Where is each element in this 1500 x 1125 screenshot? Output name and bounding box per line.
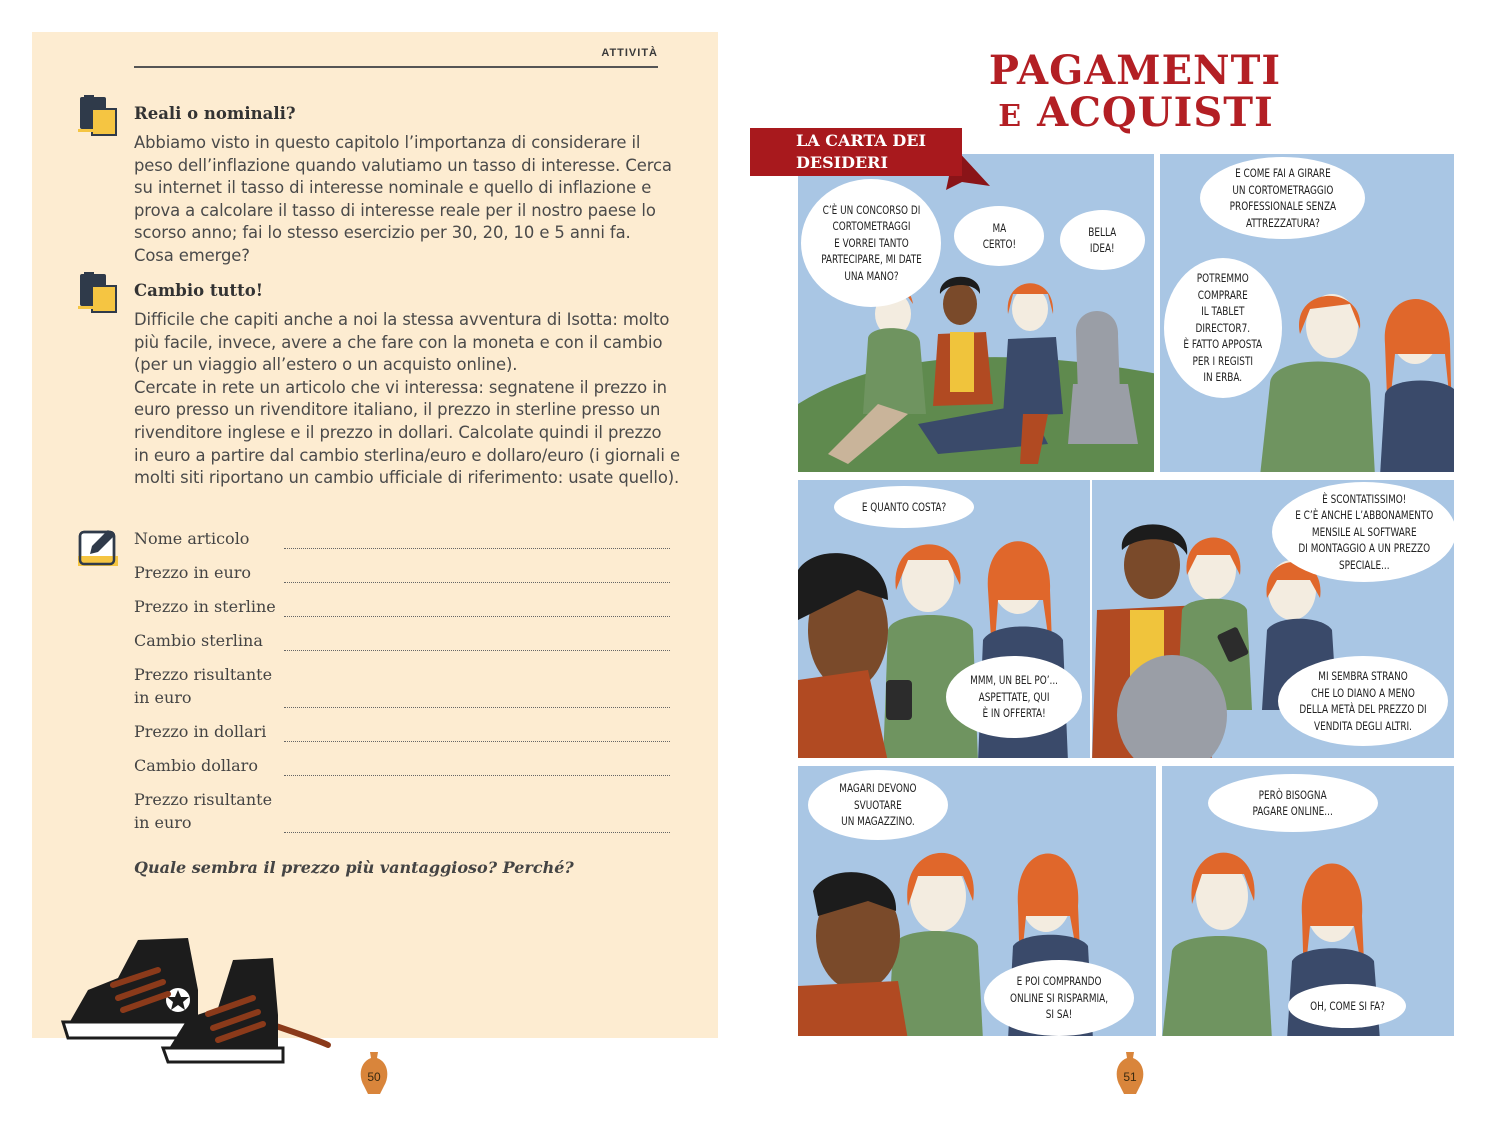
page-number-badge: 50	[356, 1050, 392, 1098]
documents-icon	[78, 95, 118, 137]
speech-bubble: OH, COME SI FA?	[1288, 984, 1406, 1028]
answer-line[interactable]	[284, 741, 670, 742]
speech-bubble: MA CERTO!	[954, 206, 1044, 266]
answer-line[interactable]	[284, 548, 670, 549]
speech-bubble: E POI COMPRANDO ONLINE SI RISPARMIA, SI SA!	[984, 960, 1134, 1036]
speech-bubble: E COME FAI A GIRARE UN CORTOMETRAGGIO PROFESSIONALE SENZA ATTREZZATURA?	[1200, 157, 1365, 239]
speech-bubble: PERÒ BISOGNA PAGARE ONLINE...	[1208, 774, 1378, 832]
right-page	[750, 0, 1500, 1125]
speech-bubble: C’È UN CONCORSO DI CORTOMETRAGGI E VORREI TANTO PARTECIPARE, MI DATE UNA MANO?	[801, 179, 941, 307]
speech-bubble: POTREMMO COMPRARE IL TABLET DIRECTOR7. È FATTO APPOSTA PER I REGISTI IN ERBA.	[1164, 258, 1282, 398]
activity-title-reali-nominali: Reali o nominali?	[134, 104, 296, 123]
answer-line[interactable]	[284, 650, 670, 651]
form-field-prezzo-euro[interactable]: Prezzo in euro	[134, 561, 670, 583]
activity-text-reali-nominali: Abbiamo visto in questo capitolo l’importanza di considerare il peso dell’inflazione quando valutiamo un tasso di interesse. Cerca su internet il tasso di interesse nominale e quello di inflazione e prova a calcolare il tasso di interesse reale per il nostro paese lo scorso anno; fai lo stesso esercizio per 30, 20, 10 e 5 anni fa. Cosa emerge?	[134, 133, 672, 265]
form-field-cambio-sterlina[interactable]: Cambio sterlina	[134, 629, 670, 651]
answer-line[interactable]	[284, 832, 670, 833]
activity-title-cambio-tutto: Cambio tutto!	[134, 281, 263, 300]
sneakers-illustration	[58, 930, 348, 1070]
comic-panel-5	[796, 764, 1158, 1038]
answer-line[interactable]	[284, 616, 670, 617]
form-field-prezzo-dollari[interactable]: Prezzo in dollari	[134, 720, 670, 742]
banner-title: LA CARTA DEI DESIDERI	[796, 131, 926, 172]
speech-bubble: MI SEMBRA STRANO CHE LO DIANO A MENO DELLA METÀ DEL PREZZO DI VENDITA DEGLI ALTRI.	[1278, 656, 1448, 746]
speech-bubble: MAGARI DEVONO SVUOTARE UN MAGAZZINO.	[808, 770, 948, 840]
speech-bubble: MMM, UN BEL PO’... ASPETTATE, QUI È IN OFFERTA!	[946, 656, 1082, 738]
speech-bubble: BELLA IDEA!	[1060, 210, 1145, 270]
pencil-edit-icon	[78, 526, 118, 568]
form-field-prezzo-risultante-euro-2[interactable]: Prezzo risultante in euro	[134, 788, 670, 833]
form-field-nome-articolo[interactable]: Nome articolo	[134, 527, 670, 549]
form-field-prezzo-risultante-euro-1[interactable]: Prezzo risultante in euro	[134, 663, 670, 708]
answer-line[interactable]	[284, 707, 670, 708]
section-label: ATTIVITÀ	[601, 47, 658, 59]
comic-panel-3	[796, 478, 1132, 760]
page-title: PAGAMENTI E ACQUISTI	[988, 47, 1282, 136]
speech-bubble: È SCONTATISSIMO! E C’È ANCHE L’ABBONAMENTO MENSILE AL SOFTWARE DI MONTAGGIO A UN PREZZO SPECIALE...	[1272, 482, 1456, 582]
comic-panel-2	[1158, 152, 1456, 474]
form-field-cambio-dollaro[interactable]: Cambio dollaro	[134, 754, 670, 776]
comic-panel-1	[796, 152, 1156, 474]
comic-panel-6	[1160, 764, 1456, 1038]
section-divider	[134, 66, 658, 68]
page-number-badge: 51	[1112, 1050, 1148, 1098]
form-field-prezzo-sterline[interactable]: Prezzo in sterline	[134, 595, 670, 617]
comic-panel-4	[1090, 478, 1456, 760]
speech-bubble: E QUANTO COSTA?	[834, 486, 974, 528]
answer-line[interactable]	[284, 582, 670, 583]
closing-question: Quale sembra il prezzo più vantaggioso? Perché?	[134, 858, 574, 877]
answer-line[interactable]	[284, 775, 670, 776]
documents-icon	[78, 272, 118, 314]
activity-text-cambio-tutto: Difficile che capiti anche a noi la stessa avventura di Isotta: molto più facile, invece, avere a che fare con la moneta e con il cambio (per un viaggio all’estero o un acquisto online). Cercate in rete un articolo che vi interessa: segnatene il prezzo in euro presso un rivenditore italiano, il prezzo in sterline presso un rivenditore inglese e il prezzo in dollari. Calcolate quindi il prezzo in euro a partire dal cambio sterlina/euro e dollaro/euro (i giornali e molti siti riportano un cambio ufficiale di riferimento: usate quello).	[134, 310, 680, 488]
